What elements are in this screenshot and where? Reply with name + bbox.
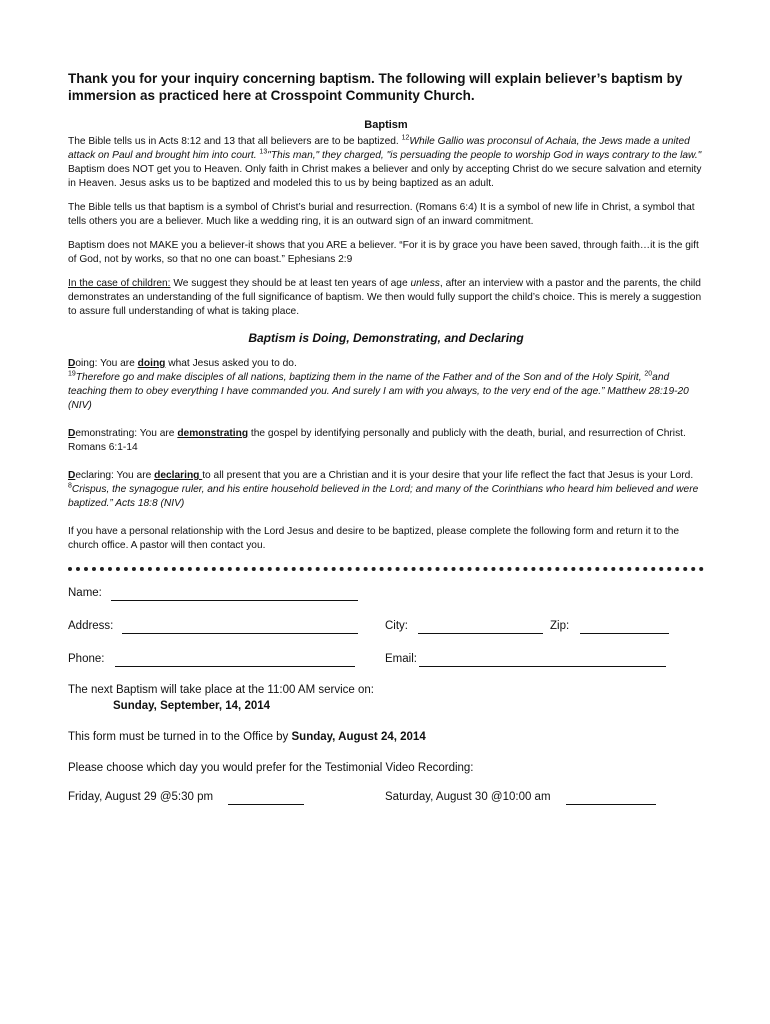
paragraph-doing: [68, 357, 704, 413]
next-baptism-date: Sunday, September, 14, 2014: [113, 700, 271, 712]
text: This form must be turned in to the Office by: [68, 731, 292, 743]
name-label: Name:: [68, 587, 102, 599]
page-title: Thank you for your inquiry concerning baptism. The following will explain believer’s baptism by immersion as practiced here at Crosspoint Community Church.: [68, 71, 683, 103]
scripture-quote: "This man," they charged, "is persuading the people to worship God in ways contrary to the law.": [267, 150, 702, 161]
address-label: Address:: [68, 620, 114, 632]
text: We suggest they should be at least ten years of age: [170, 278, 411, 289]
option-friday-field[interactable]: [228, 791, 304, 805]
scripture-quote: Crispus, the synagogue ruler, and his entire household believed in the Lord; and many of the Corinthians who heard him believed and were baptized.” Acts 18:8 (NIV): [68, 484, 699, 509]
next-baptism-text: The next Baptism will take place at the 11:00 AM service on:: [68, 684, 374, 696]
paragraph-closing: If you have a personal relationship with the Lord Jesus and desire to be baptized, please complete the following form and return it to the church office. A pastor will then contact you.: [68, 526, 680, 551]
keyword: demonstrating: [177, 428, 249, 439]
email-field[interactable]: [419, 653, 666, 667]
address-field[interactable]: [122, 620, 358, 634]
text: Baptism does NOT get you to Heaven. Only faith in Christ makes a believer and only by accepting Christ do we secure salvation and eternity in Heaven. Jesus asks us to be baptized and modeled this to us by being baptized as an adult.: [68, 164, 702, 189]
verse-number: 20: [644, 370, 653, 378]
text: eclaring: You are: [75, 470, 155, 481]
section-heading-doing: Baptism is Doing, Demonstrating, and Declaring: [248, 331, 524, 345]
option-saturday-field[interactable]: [566, 791, 656, 805]
zip-field[interactable]: [580, 620, 669, 634]
paragraph-declaring: [68, 469, 704, 511]
deadline-date: Sunday, August 24, 2014: [291, 731, 426, 743]
initial: D: [68, 358, 76, 369]
text: The Bible tells us in Acts 8:12 and 13 that all believers are to be baptized.: [68, 136, 402, 147]
form-row-phone: [68, 653, 704, 686]
text: to all present that you are a Christian and it is your desire that your life reflect the fact that Jesus is your Lord.: [202, 470, 694, 481]
form-row-name: [68, 587, 704, 620]
form-row-recording: [68, 791, 704, 824]
children-lead: In the case of children:: [68, 278, 171, 289]
scripture-quote: Therefore go and make disciples of all nations, baptizing them in the name of the Father and of the Son and of the Holy Spirit,: [75, 372, 645, 383]
verse-number: 13: [259, 148, 268, 156]
scripture-quote: and teaching them to obey everything I have commanded you. And surely I am with you always, to the very end of the age.” Matthew 28:19-20 (NIV): [68, 372, 689, 411]
section-heading-baptism: Baptism: [364, 119, 408, 131]
paragraph-believer: Baptism does not MAKE you a believer-it shows that you ARE a believer. “For it is by grace you have been saved, through faith…it is the gift of God, not by works, so that no one can boast.” Ephesians 2:9: [68, 240, 699, 265]
name-field[interactable]: [111, 587, 358, 601]
text: emonstrating: You are: [75, 428, 178, 439]
verse-number: 12: [401, 134, 410, 142]
dotted-divider: [68, 567, 704, 571]
document-page: [68, 70, 704, 824]
option-friday-label: Friday, August 29 @5:30 pm: [68, 791, 214, 803]
text: , after an interview with a pastor and the parents, the child demonstrates an understanding of the full significance of baptism. We then would fully support the child’s choice. This is merely a suggestion to assure full understanding of what is taking place.: [68, 278, 702, 317]
text: the gospel by identifying personally and publicly with the death, burial, and resurrection of Christ. Romans 6:1-14: [68, 428, 686, 453]
paragraph-children: [68, 277, 704, 319]
initial: D: [68, 428, 76, 439]
choose-day-text: Please choose which day you would prefer for the Testimonial Video Recording:: [68, 762, 474, 774]
city-label: City:: [385, 620, 408, 632]
paragraph-symbol: The Bible tells us that baptism is a symbol of Christ’s burial and resurrection. (Romans 6:4) It is a symbol of new life in Christ, a symbol that tells others you are a believer. Much like a wedding ring, it is an outward sign of an inward commitment.: [68, 202, 695, 227]
zip-label: Zip:: [550, 620, 570, 632]
paragraph-acts: [68, 135, 704, 191]
city-field[interactable]: [418, 620, 543, 634]
verse-number: 8: [68, 482, 72, 490]
initial: D: [68, 470, 76, 481]
keyword: declaring: [154, 470, 203, 481]
turn-in-text: [68, 729, 704, 745]
phone-label: Phone:: [68, 653, 105, 665]
text: what Jesus asked you to do.: [165, 358, 297, 369]
emphasis: unless: [410, 278, 440, 289]
verse-number: 19: [68, 370, 76, 378]
paragraph-demonstrating: [68, 427, 704, 455]
form-row-address: [68, 620, 704, 653]
text: oing: You are: [75, 358, 138, 369]
email-label: Email:: [385, 653, 417, 665]
scripture-quote: While Gallio was proconsul of Achaia, the Jews made a united attack on Paul and brought him into court.: [68, 136, 690, 161]
option-saturday-label: Saturday, August 30 @10:00 am: [385, 791, 551, 803]
keyword: doing: [137, 358, 166, 369]
phone-field[interactable]: [115, 653, 355, 667]
